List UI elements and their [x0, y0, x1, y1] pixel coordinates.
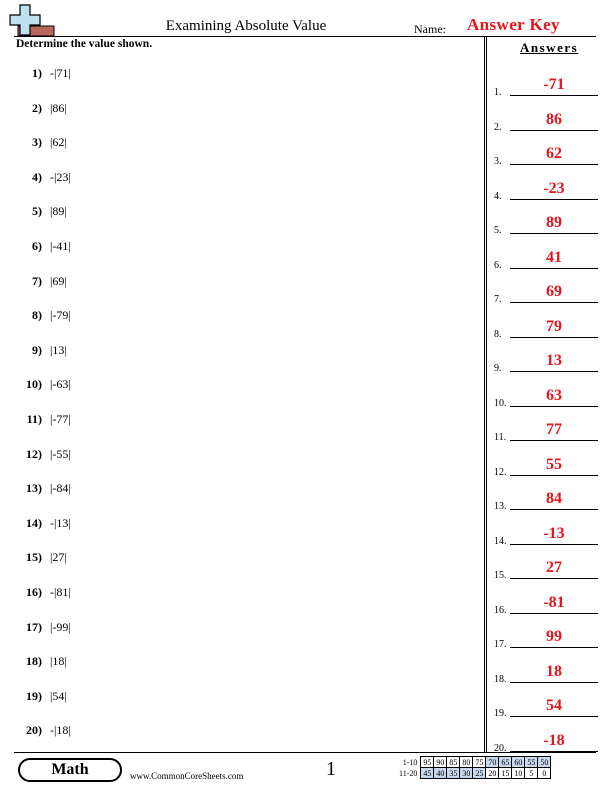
score-cell: 90 — [434, 757, 447, 768]
answer-number: 20. — [494, 742, 507, 754]
answer-value: 69 — [546, 283, 562, 300]
score-cell: 50 — [538, 757, 551, 768]
answer-item — [494, 105, 604, 133]
answer-value: 84 — [546, 490, 562, 507]
answer-key-label: Answer Key — [467, 15, 560, 34]
answer-value: 27 — [546, 559, 562, 576]
answer-item — [494, 691, 604, 719]
answer-item — [494, 243, 604, 271]
question-expression: |18| — [50, 654, 67, 669]
answer-number: 6. — [494, 259, 502, 271]
answer-value: 55 — [546, 455, 562, 473]
question-item — [20, 654, 460, 674]
question-number: 3) — [32, 135, 42, 150]
question-number: 5) — [32, 204, 42, 219]
answer-number: 10. — [494, 397, 507, 409]
score-cell: 15 — [499, 768, 512, 779]
answer-number: 18. — [494, 673, 507, 685]
question-expression: |62| — [50, 135, 67, 150]
answer-value: 79 — [546, 317, 562, 335]
answer-line — [510, 199, 598, 200]
question-number: 2) — [32, 100, 42, 115]
answer-line — [510, 716, 598, 717]
question-item — [20, 204, 460, 224]
subject-badge: Math — [18, 758, 122, 782]
answer-item — [494, 657, 604, 685]
score-cell: 30 — [460, 768, 473, 779]
score-cell: 35 — [447, 768, 460, 779]
answer-item — [494, 346, 604, 374]
answer-line — [510, 647, 598, 648]
question-item — [20, 101, 460, 121]
score-cell: 25 — [473, 768, 486, 779]
answer-value: 77 — [546, 421, 562, 438]
question-number: 9) — [32, 342, 42, 357]
answer-item — [494, 726, 604, 754]
answer-value: 13 — [546, 352, 562, 369]
footer-url: www.CommonCoreSheets.com — [130, 771, 244, 781]
answer-line — [510, 130, 598, 131]
score-cell: 80 — [460, 757, 473, 768]
answer-number: 11. — [494, 432, 507, 443]
question-expression: |-55| — [50, 446, 71, 461]
question-expression: -|13| — [50, 515, 71, 530]
question-item — [20, 274, 460, 294]
answer-item — [494, 450, 604, 478]
question-item — [20, 447, 460, 467]
answer-line — [510, 406, 598, 407]
question-number: 20) — [26, 723, 42, 738]
answer-item — [494, 381, 604, 409]
question-item — [20, 550, 460, 570]
answer-item — [494, 415, 604, 443]
answer-item — [494, 174, 604, 202]
score-cell: 75 — [473, 757, 486, 768]
answer-value: -81 — [543, 593, 565, 611]
top-rule — [14, 36, 596, 37]
question-expression: |69| — [50, 273, 67, 288]
answer-number: 1. — [494, 87, 502, 98]
answers-heading: Answers — [520, 40, 579, 55]
answer-number: 17. — [494, 639, 507, 650]
column-divider — [484, 36, 487, 752]
question-expression: -|71| — [50, 66, 71, 80]
score-row — [398, 768, 551, 779]
question-number: 13) — [26, 481, 42, 496]
question-expression: |-41| — [50, 239, 71, 253]
score-cell: 65 — [499, 757, 512, 768]
answer-item — [494, 622, 604, 650]
answer-line — [510, 682, 598, 683]
page-number: 1 — [326, 758, 336, 780]
answer-value: 99 — [546, 628, 562, 645]
question-expression: |-84| — [50, 481, 71, 496]
answer-value: 54 — [546, 697, 562, 714]
answer-number: 9. — [494, 363, 502, 374]
answer-value: -18 — [543, 731, 565, 749]
answer-line — [510, 544, 598, 545]
question-number: 14) — [26, 515, 42, 530]
score-cell: 0 — [538, 768, 551, 779]
answer-item — [494, 553, 604, 581]
answer-line — [510, 95, 598, 96]
answer-number: 14. — [494, 535, 507, 547]
question-number: 8) — [32, 308, 42, 323]
answer-number: 16. — [494, 604, 507, 616]
score-cell: 5 — [525, 768, 538, 779]
answer-number: 15. — [494, 570, 507, 581]
question-number: 18) — [26, 654, 42, 669]
answer-value: 18 — [546, 662, 562, 680]
question-expression: |86| — [50, 100, 67, 115]
answer-line — [510, 164, 598, 165]
question-expression: -|81| — [50, 585, 71, 599]
question-expression: |-77| — [50, 412, 71, 426]
question-item — [20, 412, 460, 432]
question-number: 17) — [26, 619, 42, 634]
answer-line — [510, 337, 598, 338]
answer-line — [510, 371, 598, 372]
question-number: 19) — [26, 688, 42, 703]
score-row-label: 1-10 — [402, 757, 418, 767]
answer-value: -71 — [543, 76, 565, 93]
score-cell: 10 — [512, 768, 525, 779]
question-item — [20, 343, 460, 363]
question-item — [20, 135, 460, 155]
answer-item — [494, 70, 604, 98]
answer-number: 13. — [494, 501, 507, 512]
question-expression: |54| — [50, 688, 67, 703]
plus-ruler-icon — [6, 4, 56, 38]
score-row — [398, 757, 551, 768]
answer-number: 7. — [494, 294, 502, 305]
question-item — [20, 585, 460, 605]
score-row-label: 11-20 — [399, 768, 418, 778]
answer-item — [494, 208, 604, 236]
answer-number: 12. — [494, 466, 507, 478]
score-cell: 20 — [486, 768, 499, 779]
question-number: 12) — [26, 446, 42, 461]
answer-item — [494, 312, 604, 340]
answer-line — [510, 613, 598, 614]
question-expression: |-79| — [50, 308, 71, 323]
question-number: 6) — [32, 239, 42, 253]
answer-line — [510, 440, 598, 441]
answer-line — [510, 578, 598, 579]
answer-line — [510, 302, 598, 303]
question-item — [20, 66, 460, 86]
question-expression: -|23| — [50, 169, 71, 184]
question-expression: |89| — [50, 204, 67, 219]
score-table — [398, 756, 551, 779]
answer-item — [494, 277, 604, 305]
page-title: Examining Absolute Value — [165, 18, 327, 34]
name-label: Name: — [414, 22, 446, 36]
question-expression: |27| — [50, 550, 67, 565]
question-number: 1) — [32, 66, 42, 80]
answer-line — [510, 751, 598, 752]
instructions: Determine the value shown. — [16, 38, 153, 50]
answer-number: 19. — [494, 708, 507, 719]
answer-item — [494, 484, 604, 512]
question-expression: |-63| — [50, 377, 71, 392]
answer-value: 62 — [546, 145, 562, 162]
score-cell: 55 — [525, 757, 538, 768]
question-expression: |-99| — [50, 619, 71, 634]
score-cell: 95 — [421, 757, 434, 768]
question-expression: |13| — [50, 342, 67, 357]
question-item — [20, 689, 460, 709]
answer-line — [510, 475, 598, 476]
answer-value: -13 — [543, 524, 565, 542]
score-cell: 70 — [486, 757, 499, 768]
answer-item — [494, 519, 604, 547]
answer-value: 41 — [546, 248, 562, 266]
question-number: 10) — [26, 377, 42, 392]
question-number: 11) — [26, 412, 42, 426]
answer-value: 89 — [546, 214, 562, 231]
answer-line — [510, 233, 598, 234]
score-cell: 85 — [447, 757, 460, 768]
question-number: 15) — [26, 550, 42, 565]
question-item — [20, 377, 460, 397]
answer-value: -23 — [543, 179, 565, 197]
answer-value: 86 — [546, 110, 562, 128]
score-cell: 60 — [512, 757, 525, 768]
question-item — [20, 620, 460, 640]
question-item — [20, 723, 460, 743]
question-number: 7) — [32, 273, 42, 288]
score-cell: 40 — [434, 768, 447, 779]
answer-number: 2. — [494, 121, 502, 133]
question-number: 4) — [32, 169, 42, 184]
answer-number: 5. — [494, 225, 502, 236]
question-number: 16) — [26, 585, 42, 599]
answer-line — [510, 509, 598, 510]
question-item — [20, 481, 460, 501]
question-item — [20, 516, 460, 536]
answer-number: 8. — [494, 328, 502, 340]
question-expression: -|18| — [50, 723, 71, 738]
question-item — [20, 308, 460, 328]
question-item — [20, 239, 460, 259]
answer-value: 63 — [546, 386, 562, 404]
answer-item — [494, 588, 604, 616]
answer-number: 4. — [494, 190, 502, 202]
score-cell: 45 — [421, 768, 434, 779]
answer-item — [494, 139, 604, 167]
answer-line — [510, 268, 598, 269]
question-item — [20, 170, 460, 190]
answer-number: 3. — [494, 156, 502, 167]
